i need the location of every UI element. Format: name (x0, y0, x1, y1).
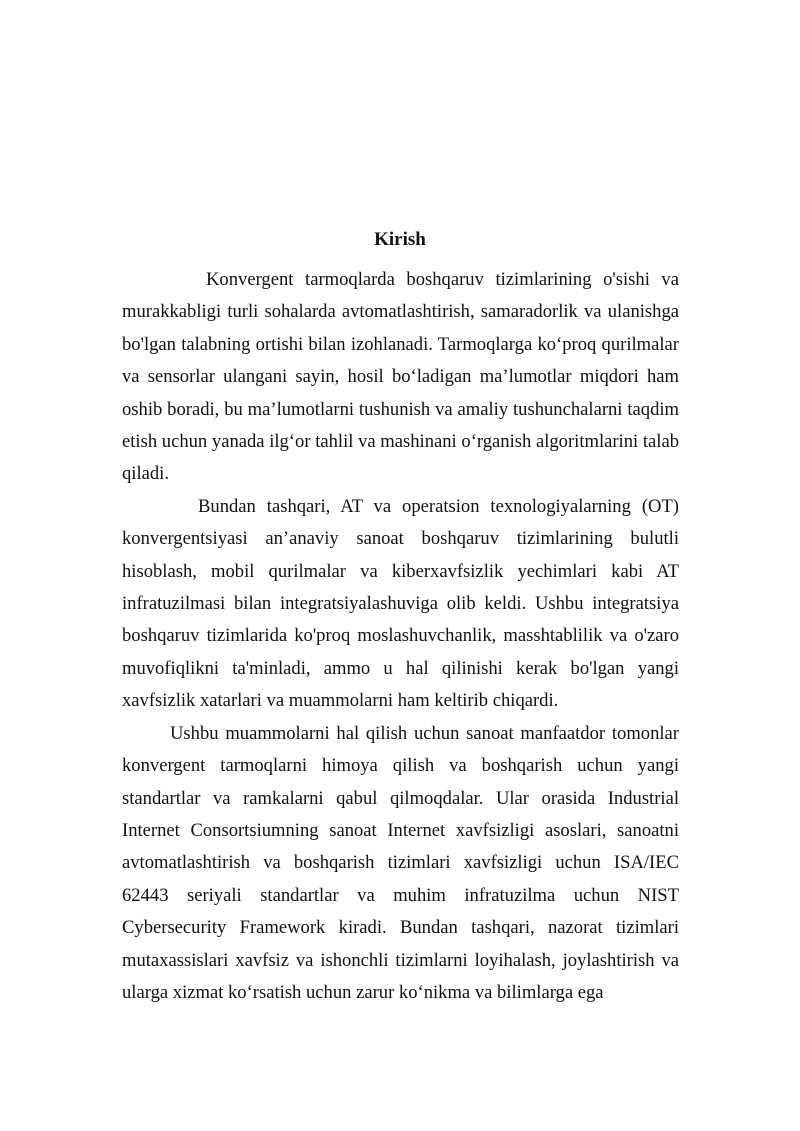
paragraph-3: Ushbu muammolarni hal qilish uchun sanoat manfaatdor tomonlar konvergent tarmoqlarni himoya qilish va boshqarish uchun yangi standartlar va ramkalarni qabul qilmoqdalar. Ular orasida Industrial Internet Consortsiumning sanoat Internet xavfsizligi asoslari, sanoatni avtomatlashtirish va boshqarish tizimlari xavfsizligi uchun ISA/IEC 62443 seriyali standartlar va muhim infratuzilma uchun NIST Cybersecurity Framework kiradi. Bundan tashqari, nazorat tizimlari mutaxassislari xavfsiz va ishonchli tizimlarni loyihalash, joylashtirish va ularga xizmat ko‘rsatish uchun zarur ko‘nikma va bilimlarga ega (122, 722, 679, 1003)
document-body (122, 264, 679, 1009)
paragraph-2: Bundan tashqari, AT va operatsion texnologiyalarning (OT) konvergentsiyasi an’anaviy sanoat boshqaruv tizimlarining bulutli hisoblash, mobil qurilmalar va kiberxavfsizlik yechimlari kabi AT infratuzilmasi bilan integratsiyalashuviga olib keldi. Ushbu integratsiya boshqaruv tizimlarida ko'proq moslashuvchanlik, masshtablilik va o'zaro muvofiqlikni ta'minladi, ammo u hal qilinishi kerak bo'lgan yangi xavfsizlik xatarlari va muammolarni ham keltirib chiqardi. (122, 495, 679, 712)
section-heading: Kirish (374, 229, 426, 250)
paragraph-1: Konvergent tarmoqlarda boshqaruv tizimlarining o'sishi va murakkabligi turli sohalarda avtomatlashtirish, samaradorlik va ulanishga bo'lgan talabning ortishi bilan izohlanadi. Tarmoqlarga ko‘proq qurilmalar va sensorlar ulangani sayin, hosil bo‘ladigan ma’lumotlar miqdori ham oshib boradi, bu ma’lumotlarni tushunish va amaliy tushunchalarni taqdim etish uchun yanada ilg‘or tahlil va mashinani o‘rganish algoritmlarini talab qiladi. (122, 269, 679, 485)
